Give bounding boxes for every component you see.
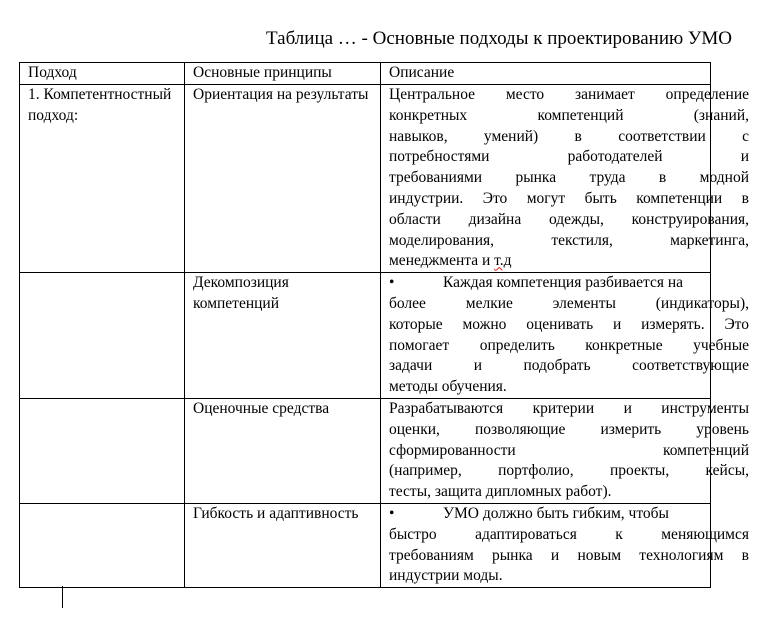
desc-bullet-line bbox=[389, 504, 710, 525]
desc-line: требованиями рынка труда в модной bbox=[389, 169, 749, 187]
desc-line: Разрабатываются критерии и инструменты bbox=[389, 399, 749, 417]
cell-principle bbox=[185, 503, 381, 587]
desc-bullet-line bbox=[389, 273, 710, 294]
desc-line: более мелкие элементы (индикаторы), bbox=[389, 294, 749, 312]
cell-description bbox=[381, 273, 749, 399]
desc-line: Центральное место занимает определение bbox=[389, 86, 749, 103]
principle-text: Гибкость и адаптивность bbox=[193, 504, 359, 522]
desc-last-line: методы обучения. bbox=[389, 378, 507, 396]
approaches-table bbox=[19, 62, 749, 588]
principle-line1: Декомпозиция bbox=[193, 274, 289, 292]
cell-principle bbox=[185, 85, 381, 273]
desc-line: помогает определить конкретные учебные bbox=[389, 336, 749, 354]
desc-line: которые можно оценивать и измерять. Это bbox=[389, 315, 749, 333]
cell-description bbox=[381, 85, 749, 273]
desc-line: навыков, умений) в соответствии с bbox=[389, 127, 749, 145]
desc-line: требованиям рынка и новым технологиям в bbox=[389, 546, 749, 564]
principle-text: Оценочные средства bbox=[193, 399, 330, 417]
desc-last-line: тесты, защита дипломных работ). bbox=[389, 483, 612, 501]
header-approach: Подход bbox=[20, 63, 185, 85]
table-row bbox=[20, 85, 711, 273]
desc-line: (например, портфолио, проекты, кейсы, bbox=[389, 462, 749, 480]
desc-line: конкретных компетенций (знаний, bbox=[389, 106, 749, 124]
principle-line2: компетенций bbox=[193, 294, 280, 312]
desc-last-text: менеджмента и bbox=[389, 252, 495, 270]
desc-line: области дизайна одежды, конструирования, bbox=[389, 210, 749, 228]
desc-line: потребностями работодателей и bbox=[389, 148, 749, 166]
cell-approach bbox=[20, 398, 185, 503]
text-cursor bbox=[62, 586, 63, 608]
desc-line: задачи и подобрать соответствующие bbox=[389, 357, 749, 375]
desc-line: моделирования, текстиля, маркетинга, bbox=[389, 231, 749, 249]
table-row bbox=[20, 503, 711, 587]
desc-line: быстро адаптироваться к меняющимся bbox=[389, 525, 749, 543]
desc-first-text: Каждая компетенция разбивается на bbox=[443, 274, 684, 292]
header-description: Описание bbox=[381, 63, 711, 85]
cell-approach bbox=[20, 503, 185, 587]
bullet-icon: • bbox=[389, 274, 395, 292]
header-principles: Основные принципы bbox=[185, 63, 381, 85]
principle-text: Ориентация на результаты bbox=[193, 86, 369, 103]
table-row bbox=[20, 398, 711, 503]
cell-description bbox=[381, 503, 749, 587]
cell-description bbox=[381, 398, 749, 503]
cell-principle bbox=[185, 273, 381, 399]
bullet-icon: • bbox=[389, 504, 395, 522]
desc-line: индустрии. Это могут быть компетенции в bbox=[389, 189, 749, 207]
approach-name-line2: подход: bbox=[28, 106, 79, 124]
cell-approach bbox=[20, 273, 185, 399]
spellcheck-mark: т.д bbox=[494, 252, 512, 270]
cell-approach bbox=[20, 85, 185, 273]
desc-line: сформированности компетенций bbox=[389, 441, 749, 459]
page-title: Таблица … - Основные подходы к проектированию УМО bbox=[266, 28, 732, 49]
table-header-row bbox=[20, 63, 711, 85]
desc-last-line: индустрии моды. bbox=[389, 567, 503, 585]
table-row bbox=[20, 273, 711, 399]
cell-principle bbox=[185, 398, 381, 503]
desc-line: оценки, позволяющие измерить уровень bbox=[389, 420, 749, 438]
desc-first-text: УМО должно быть гибким, чтобы bbox=[443, 504, 669, 522]
desc-last-line bbox=[389, 251, 710, 272]
approach-name-line1: 1. Компетентностный bbox=[28, 86, 172, 103]
